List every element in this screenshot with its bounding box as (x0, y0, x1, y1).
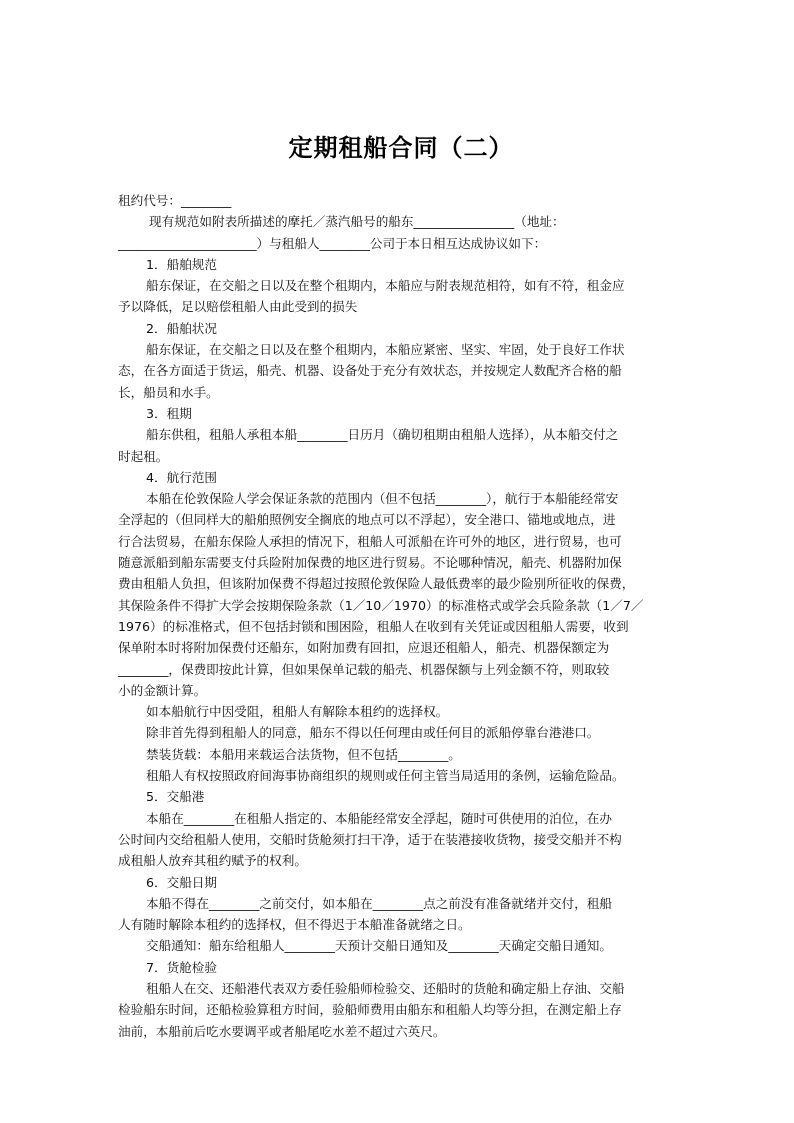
text-line: 交船通知：船东给租船人________天预计交船日通知及________天确定交船日通知。 (146, 938, 612, 954)
text-line: 4．航行范围 (146, 469, 217, 485)
text-line: 时起租。 (118, 448, 169, 464)
text-line: 现有规范如附表所描述的摩托／蒸汽船号的船东________________（地址： (149, 214, 565, 230)
text-line: 2．船舶状况 (146, 320, 217, 336)
text-line: 费由租船人负担，但该附加保费不得超过按照伦敦保险人最低费率的最少险别所征收的保费， (118, 576, 635, 592)
text-line: 其保险条件不得扩大学会按期保险条款（1／10／1970）的标准格式或学会兵险条款（1／7／ (118, 597, 644, 613)
text-line: 本船在________在租船人指定的、本船能经常安全浮起，随时可供使用的泊位，在办 (146, 810, 612, 826)
text-line: 1．船舶规范 (146, 256, 217, 272)
text-line: 行合法贸易，在船东保险人承担的情况下，租船人可派船在许可外的地区，进行贸易，也可 (118, 533, 622, 549)
text-line: 船东供租，租船人承租本船________日历月（确切租期由租船人选择），从本船交付之 (146, 427, 619, 443)
text-line: 全浮起的（但同样大的船舶照例安全搁底的地点可以不浮起），安全港口、锚地或地点，进 (118, 512, 616, 528)
text-line: 随意派船到船东需要支付兵险附加保费的地区进行贸易。不论哪种情况，船壳、机器附加保 (118, 555, 622, 571)
text-line: 态，在各方面适于货运，船壳、机器、设备处于充分有效状态，并按规定人数配齐合格的船 (118, 363, 622, 379)
text-line: 除非首先得到租船人的同意，船东不得以任何理由或任何目的派船停靠台港港口。 (146, 725, 600, 741)
text-line: 小的金额计算。 (118, 682, 207, 698)
text-line: 3．租期 (146, 405, 192, 421)
text-line: 5．交船港 (146, 789, 205, 805)
text-line: 租船人在交、还船港代表双方委任验船师检验交、还船时的货舱和确定船上存油、交船 (146, 980, 625, 996)
text-line: 保单附本时将附加保费付还船东，如附加费有回扣，应退还租船人，船壳、机器保额定为 (118, 640, 610, 656)
text-line: 6．交船日期 (146, 874, 217, 890)
text-line: 7．货舱检验 (146, 959, 217, 975)
text-line: 本船在伦敦保险人学会保证条款的范围内（但不包括________），航行于本船能经常安 (146, 491, 619, 507)
text-line: 如本船航行中因受阻，租船人有解除本租约的选择权。 (146, 704, 449, 720)
document-title: 定期租船合同（二） (288, 133, 514, 162)
text-line: 租约代号：________ (118, 193, 232, 208)
text-line: 油前，本船前后吃水要调平或者船尾吃水差不超过六英尺。 (118, 1023, 446, 1039)
text-line: 船东保证，在交船之日以及在整个租期内，本船应与附表规范相符，如有不符，租金应 (146, 278, 625, 294)
document-body (118, 190, 684, 1042)
text-line: 船东保证，在交船之日以及在整个租期内，本船应紧密、坚实、牢固，处于良好工作状 (146, 342, 625, 358)
text-line: 禁装货载：本船用来载运合法货物，但不包括________。 (146, 746, 461, 762)
text-line: 长，船员和水手。 (118, 384, 219, 400)
text-line: 予以降低，足以赔偿租船人由此受到的损失 (118, 299, 358, 315)
text-line: 人有随时解除本租约的选择权，但不得迟于本船准备就绪之日。 (118, 917, 471, 933)
text-line: ______________________）与租船人________公司于本日相互达成协议如下： (118, 235, 547, 251)
text-line: 成租船人放弃其租约赋予的权利。 (118, 853, 307, 869)
text-line: 公时间内交给租船人使用，交船时货舱须打扫干净，适于在装港接收货物，接受交船并不构 (118, 831, 622, 847)
text-line: ________，保费即按此计算，但如果保单记载的船壳、机器保额与上列金额不符，则取较 (118, 661, 610, 677)
text-line: 本船不得在________之前交付，如本船在________点之前没有准备就绪并交付，租船 (146, 895, 612, 911)
text-line: 租船人有权按照政府间海事协商组织的规则或任何主管当局适用的条例，运输危险品。 (146, 768, 625, 784)
text-line: 检验船东时间，还船检验算租方时间，验船师费用由船东和租船人均等分担，在测定船上存 (118, 1002, 622, 1018)
text-line: 1976）的标准格式，但不包括封锁和围困险，租船人在收到有关凭证或因租船人需要，收到 (118, 618, 629, 634)
